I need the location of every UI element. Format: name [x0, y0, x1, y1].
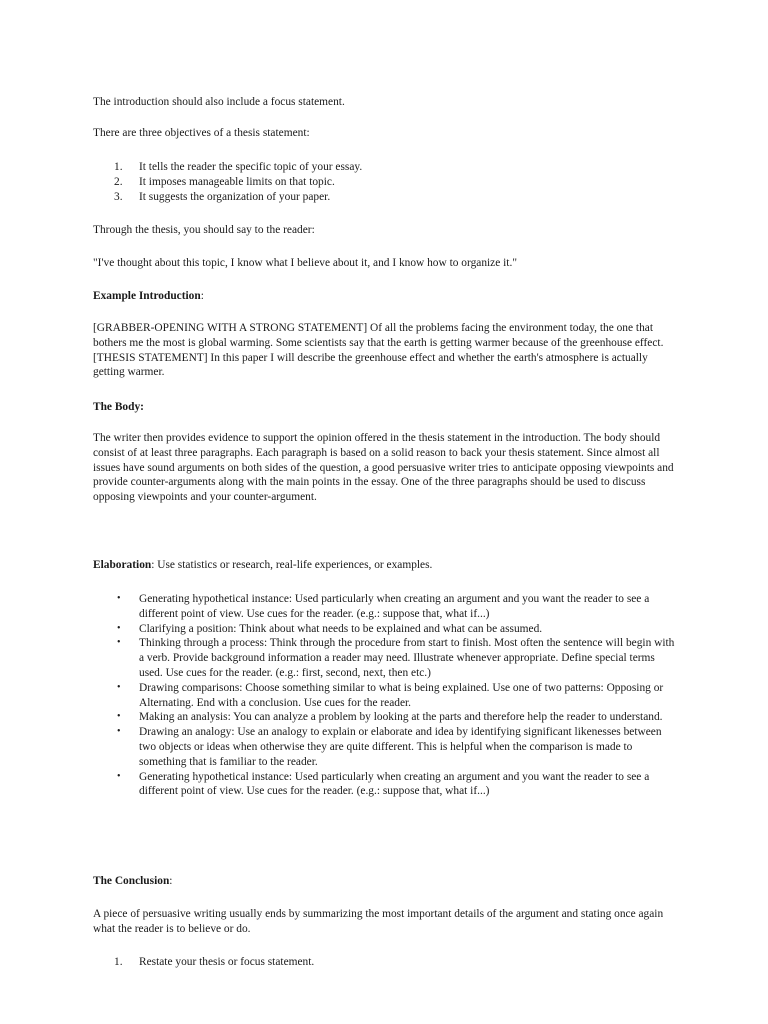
list-item: 1. Restate your thesis or focus statement.	[114, 956, 315, 968]
conclusion-paragraph: A piece of persuasive writing usually ends by summarizing the most important details of the argument and stating once again what the reader is to believe or do.	[93, 908, 664, 935]
conclusion-heading: The Conclusion:	[93, 875, 173, 887]
list-item: • Drawing an analogy: Use an analogy to explain or elaborate and idea by identifying significant likenesses between two objects or ideas when otherwise they are quite different. This is helpful when the comparison is made to something that is familiar to the reader.	[117, 726, 662, 768]
list-item: • Generating hypothetical instance: Used particularly when creating an argument and you want the reader to see a different point of view. Use cues for the reader. (e.g.: suppose that, what if...)	[117, 593, 650, 620]
body-paragraph: The writer then provides evidence to support the opinion offered in the thesis statement in the introduction. The body should consist of at least three paragraphs. Each paragraph is based on a solid reason to back your thesis statement. Since almost all issues have sound arguments on both sides of the question, a good persuasive writer tries to anticipate opposing viewpoints and provide counter-arguments along with the main points in the essay. One of the three paragraphs should be used to discuss opposing viewpoints and your counter-argument.	[93, 432, 674, 504]
list-item: • Generating hypothetical instance: Used particularly when creating an argument and you want the reader to see a different point of view. Use cues for the reader. (e.g.: suppose that, what if...)	[117, 770, 650, 798]
list-item: • Thinking through a process: Think through the procedure from start to finish. Most often the sentence will begin with a verb. Provide background information a reader may need. Illustrate whenever appropriate. Define special terms used. Use cues for the reader. (e.g.: first, second, next, then etc.)	[117, 637, 675, 679]
list-item: • Making an analysis: You can analyze a problem by looking at the parts and therefore help the reader to understand.	[117, 711, 663, 724]
list-item: • Drawing comparisons: Choose something similar to what is being explained. Use one of two patterns: Opposing or Alternating. End with a conclusion. Use cues for the reader.	[117, 681, 664, 709]
example-intro-body: [GRABBER-OPENING WITH A STRONG STATEMENT] Of all the problems facing the environment today, the one that bothers me the most is global warming. Some scientists say that the earth is getting warmer because of the greenhouse effect. [THESIS STATEMENT] In this paper I will describe the greenhouse effect and whether the earth's atmosphere is actually getting warmer.	[93, 322, 664, 379]
elaboration-list	[93, 592, 675, 799]
through-thesis-line: Through the thesis, you should say to the reader:	[93, 224, 315, 236]
thesis-quote: "I've thought about this topic, I know what I believe about it, and I know how to organize it."	[93, 257, 517, 269]
list-item: 2. It imposes manageable limits on that topic.	[114, 175, 335, 188]
list-item: • Clarifying a position: Think about what needs to be explained and what can be assumed.	[117, 622, 543, 635]
list-item: 3. It suggests the organization of your paper.	[114, 190, 331, 203]
body-heading: The Body:	[93, 401, 144, 413]
list-item: 1. It tells the reader the specific topic of your essay.	[114, 161, 363, 173]
elaboration-line: Elaboration: Use statistics or research, real-life experiences, or examples.	[93, 559, 433, 571]
objectives-list	[93, 160, 675, 204]
example-intro-heading: Example Introduction:	[93, 290, 204, 302]
objectives-intro-line: There are three objectives of a thesis statement:	[93, 127, 310, 139]
focus-statement-line: The introduction should also include a focus statement.	[93, 96, 345, 108]
conclusion-steps-list	[93, 955, 675, 970]
